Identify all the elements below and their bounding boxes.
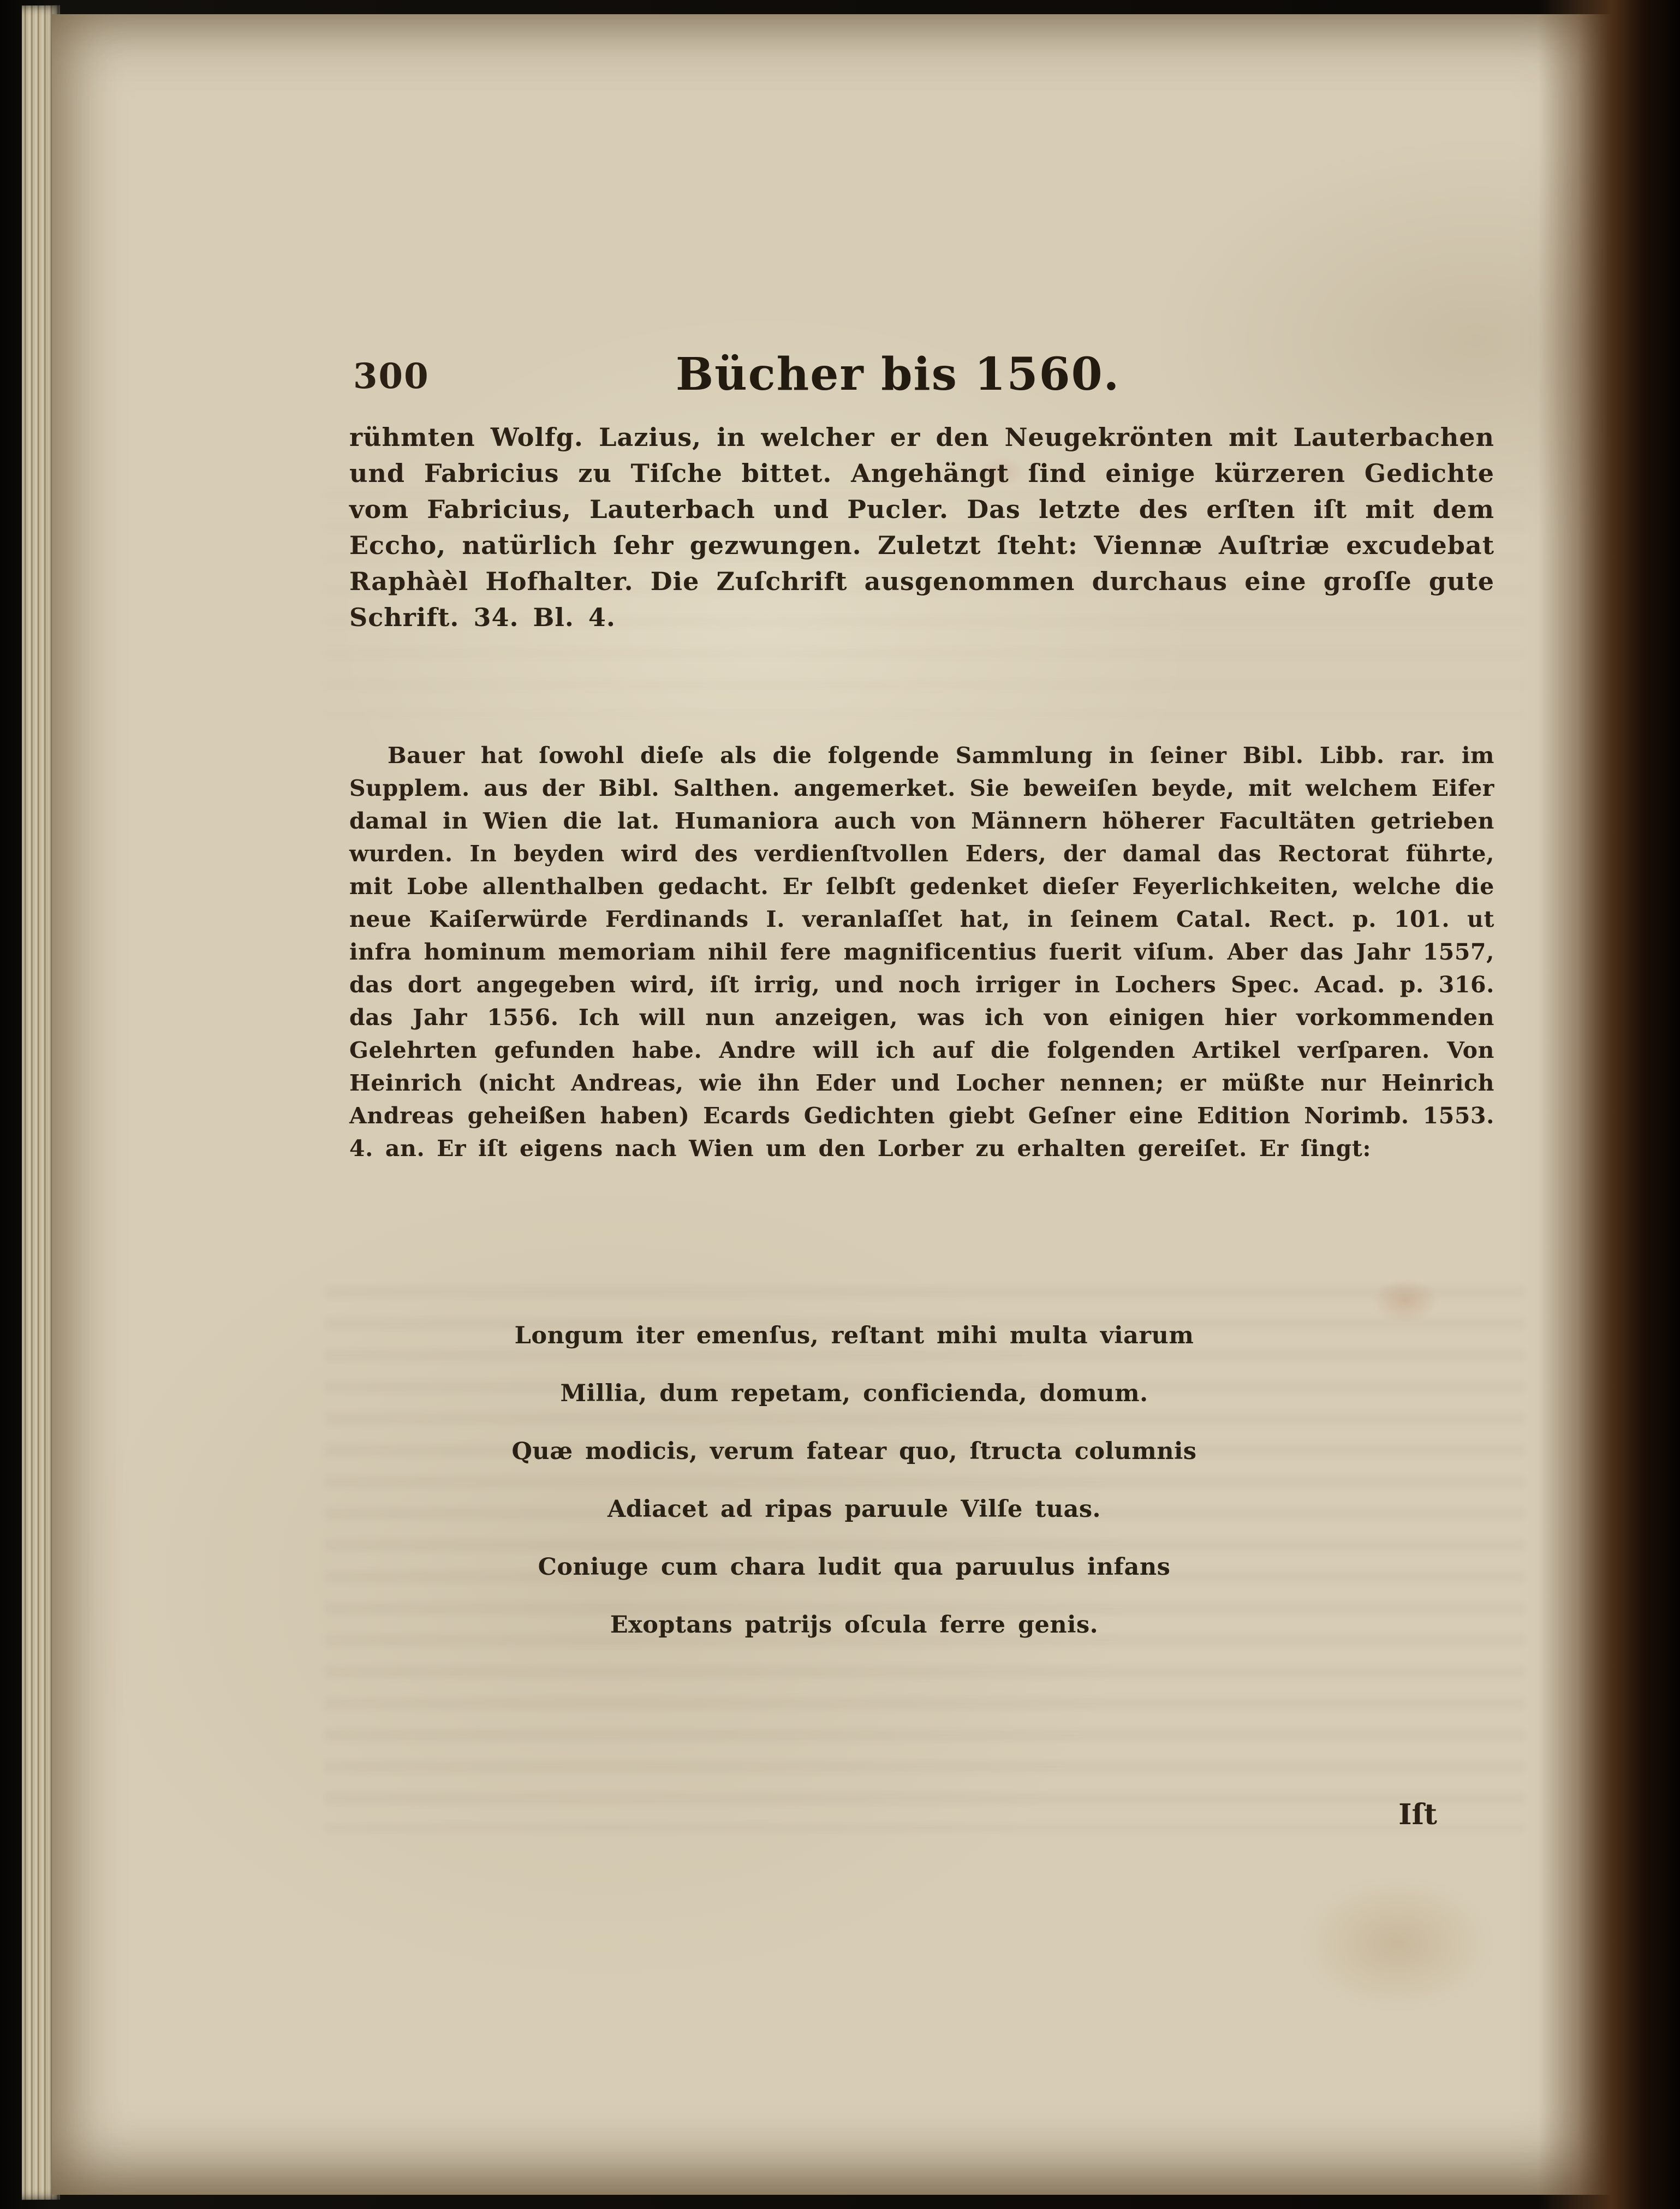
verse-line: Quæ modicis, verum fatear quo, ſtructa columnis <box>511 1438 1197 1465</box>
verse-line: Millia, dum repetam, conficienda, domum. <box>560 1380 1148 1407</box>
latin-verse <box>284 1324 1425 1671</box>
running-header: Bücher bis 1560. <box>675 348 1121 401</box>
verse-line: Adiacet ad ripas paruule Vilſe tuas. <box>607 1496 1101 1523</box>
catchword: Iſt <box>1398 1798 1437 1831</box>
verse-line: Longum iter emenſus, reſtant mihi multa viarum <box>514 1322 1194 1349</box>
page-number: 300 <box>353 356 430 397</box>
catchword-row <box>349 1798 1494 1831</box>
verse-line: Exoptans patrijs oſcula ferre genis. <box>610 1611 1099 1639</box>
binding-shadow <box>1538 0 1680 2209</box>
body-paragraph-1: rühmten Wolfg. Lazius, in welcher er den Neugekrönten mit Lauterbachen und Fabricius zu Tiſche bittet. Angehängt ſind einige kürzeren Gedichte vom Fabricius, Lauterbach und Pucler. Das letzte des erſten iſt mit dem Eccho, natürlich ſehr gezwungen. Zuletzt ſteht: Viennæ Auſtriæ excudebat Raphàèl Hofhalter. Die Zuſchrift ausgenommen durchaus eine groſſe gute Schrift. 34. Bl. 4. <box>349 422 1494 632</box>
verse-line: Coniuge cum chara ludit qua paruulus infans <box>538 1553 1171 1581</box>
book-page <box>52 14 1635 2195</box>
page-header-row <box>52 348 1635 408</box>
body-paragraph-2: Bauer hat ſowohl dieſe als die folgende Sammlung in ſeiner Bibl. Libb. rar. im Supplem. aus der Bibl. Salthen. angemerket. Sie beweiſen beyde, mit welchem Eifer damal in Wien die lat. Humaniora auch von Männern höherer Facultäten getrieben wurden. In beyden wird des verdienſtvollen Eders, der damal das Rectorat führte, mit Lobe allenthalben gedacht. Er ſelbſt gedenket dieſer Feyerlichkeiten, welche die neue Kaiſerwürde Ferdinands I. veranlaſſet hat, in ſeinem Catal. Rect. p. 101. ut infra hominum memoriam nihil fere magnificentius fuerit viſum. Aber das Jahr 1557, das dort angegeben wird, iſt irrig, und noch irriger in Lochers Spec. Acad. p. 316. das Jahr 1556. Ich will nun anzeigen, was ich von einigen hier vorkommenden Gelehrten gefunden habe. Andre will ich auf die folgenden Artikel verſparen. Von Heinrich (nicht Andreas, wie ihn Eder und Locher nennen; er müßte nur Heinrich Andreas geheißen haben) Ecards Gedichten giebt Geſner eine Edition Norimb. 1553. 4. an. Er iſt eigens nach Wien um den Lorber zu erhalten gereiſet. Er ſingt: <box>349 742 1494 1162</box>
